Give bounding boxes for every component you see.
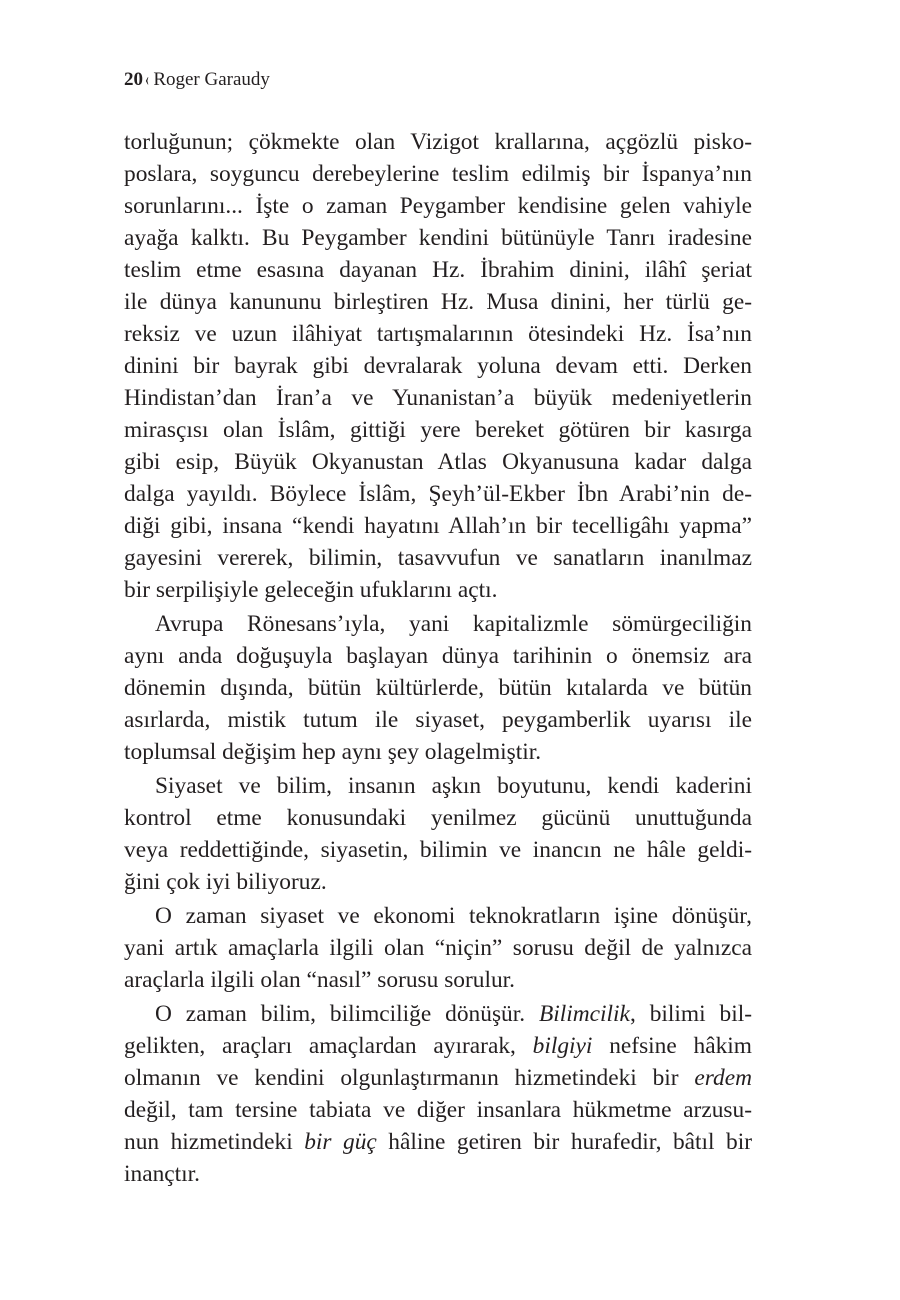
text-line xyxy=(124,1062,752,1094)
text-segment: gelikten, araçları amaçlardan ayırarak, xyxy=(124,1033,533,1059)
italic-term: Bilimcilik xyxy=(539,1001,630,1027)
text-line: sorunlarını... İşte o zaman Peygamber kendisine gelen vahiyle xyxy=(124,193,752,219)
author-name: Roger Garaudy xyxy=(153,69,270,90)
text-line: dalga yayıldı. Böylece İslâm, Şeyh’ül-Ekber İbn Arabi’nin de- xyxy=(124,481,752,507)
text-line: veya reddettiğinde, siyasetin, bilimin ve inancın ne hâle geldi- xyxy=(124,837,752,863)
text-segment: hâline getiren bir hurafedir, bâtıl bir xyxy=(376,1129,753,1155)
text-line: değil, tam tersine tabiata ve diğer insanlara hükmetme arzusu- xyxy=(124,1097,752,1123)
text-line xyxy=(124,998,752,1030)
paragraph xyxy=(124,126,752,606)
text-line: gibi esip, Büyük Okyanustan Atlas Okyanusuna kadar dalga xyxy=(124,449,752,475)
running-head xyxy=(124,68,752,92)
text-line: teslim etme esasına dayanan Hz. İbrahim dinini, ilâhî şeriat xyxy=(124,257,752,283)
italic-term: bilgiyi xyxy=(532,1033,593,1059)
text-line: dönemin dışında, bütün kültürlerde, bütün kıtalarda ve bütün xyxy=(124,675,752,701)
text-line: Hindistan’dan İran’a ve Yunanistan’a büyük medeniyetlerin xyxy=(124,385,752,411)
text-line: gayesini vererek, bilimin, tasavvufun ve sanatların inanılmaz xyxy=(124,545,752,571)
book-page xyxy=(124,68,752,1190)
text-line: ğini çok iyi biliyoruz. xyxy=(124,869,327,895)
page-number: 20 xyxy=(124,69,143,90)
text-segment: O zaman bilim, bilimciliğe dönüşür. xyxy=(155,1001,539,1027)
text-line: yani artık amaçlarla ilgili olan “niçin” sorusu değil de yalnızca xyxy=(124,935,752,961)
italic-term: erdem xyxy=(694,1065,752,1091)
text-line: torluğunun; çökmekte olan Vizigot krallarına, açgözlü pisko- xyxy=(124,129,752,155)
text-line: kontrol etme konusundaki yenilmez gücünü unuttuğunda xyxy=(124,805,752,831)
text-line: toplumsal değişim hep aynı şey olagelmiştir. xyxy=(124,739,542,765)
text-line: aynı anda doğuşuyla başlayan dünya tarihinin o önemsiz ara xyxy=(124,643,752,669)
paragraph xyxy=(124,998,752,1190)
paragraph xyxy=(124,608,752,768)
text-line: poslara, soyguncu derebeylerine teslim edilmiş bir İspanya’nın xyxy=(124,161,752,187)
text-line: asırlarda, mistik tutum ile siyaset, peygamberlik uyarısı ile xyxy=(124,707,752,733)
text-segment: nefsine hâkim xyxy=(592,1033,752,1059)
paragraph xyxy=(124,900,752,996)
text-segment: nun hizmetindeki xyxy=(124,1129,305,1155)
text-line: ayağa kalktı. Bu Peygamber kendini bütünüyle Tanrı iradesine xyxy=(124,225,752,251)
text-line: araçlarla ilgili olan “nasıl” sorusu sorulur. xyxy=(124,967,516,993)
text-line: bir serpilişiyle geleceğin ufuklarını açtı. xyxy=(124,577,498,603)
text-line: reksiz ve uzun ilâhiyat tartışmalarının ötesindeki Hz. İsa’nın xyxy=(124,321,752,347)
text-line: dinini bir bayrak gibi devralarak yoluna devam etti. Derken xyxy=(124,353,752,379)
text-segment: olmanın ve kendini olgunlaştırmanın hizmetindeki bir xyxy=(124,1065,695,1091)
running-head-separator: ‹ xyxy=(145,69,150,90)
text-line: mirasçısı olan İslâm, gittiği yere bereket götüren bir kasırga xyxy=(124,417,752,443)
body-text xyxy=(124,126,752,1190)
text-line xyxy=(124,1126,752,1158)
text-line: inançtır. xyxy=(124,1161,200,1187)
text-line: Avrupa Rönesans’ıyla, yani kapitalizmle sömürgeciliğin xyxy=(155,611,752,637)
paragraph xyxy=(124,770,752,898)
text-line xyxy=(124,1030,752,1062)
text-line: ile dünya kanununu birleştiren Hz. Musa dinini, her türlü ge- xyxy=(124,289,752,315)
text-line: O zaman siyaset ve ekonomi teknokratların işine dönüşür, xyxy=(155,903,752,929)
text-segment: , bilimi bil- xyxy=(629,1001,752,1027)
text-line: Siyaset ve bilim, insanın aşkın boyutunu, kendi kaderini xyxy=(155,773,752,799)
text-line: diği gibi, insana “kendi hayatını Allah’ın bir tecelligâhı yapma” xyxy=(124,513,752,539)
italic-term: bir güç xyxy=(304,1129,377,1155)
